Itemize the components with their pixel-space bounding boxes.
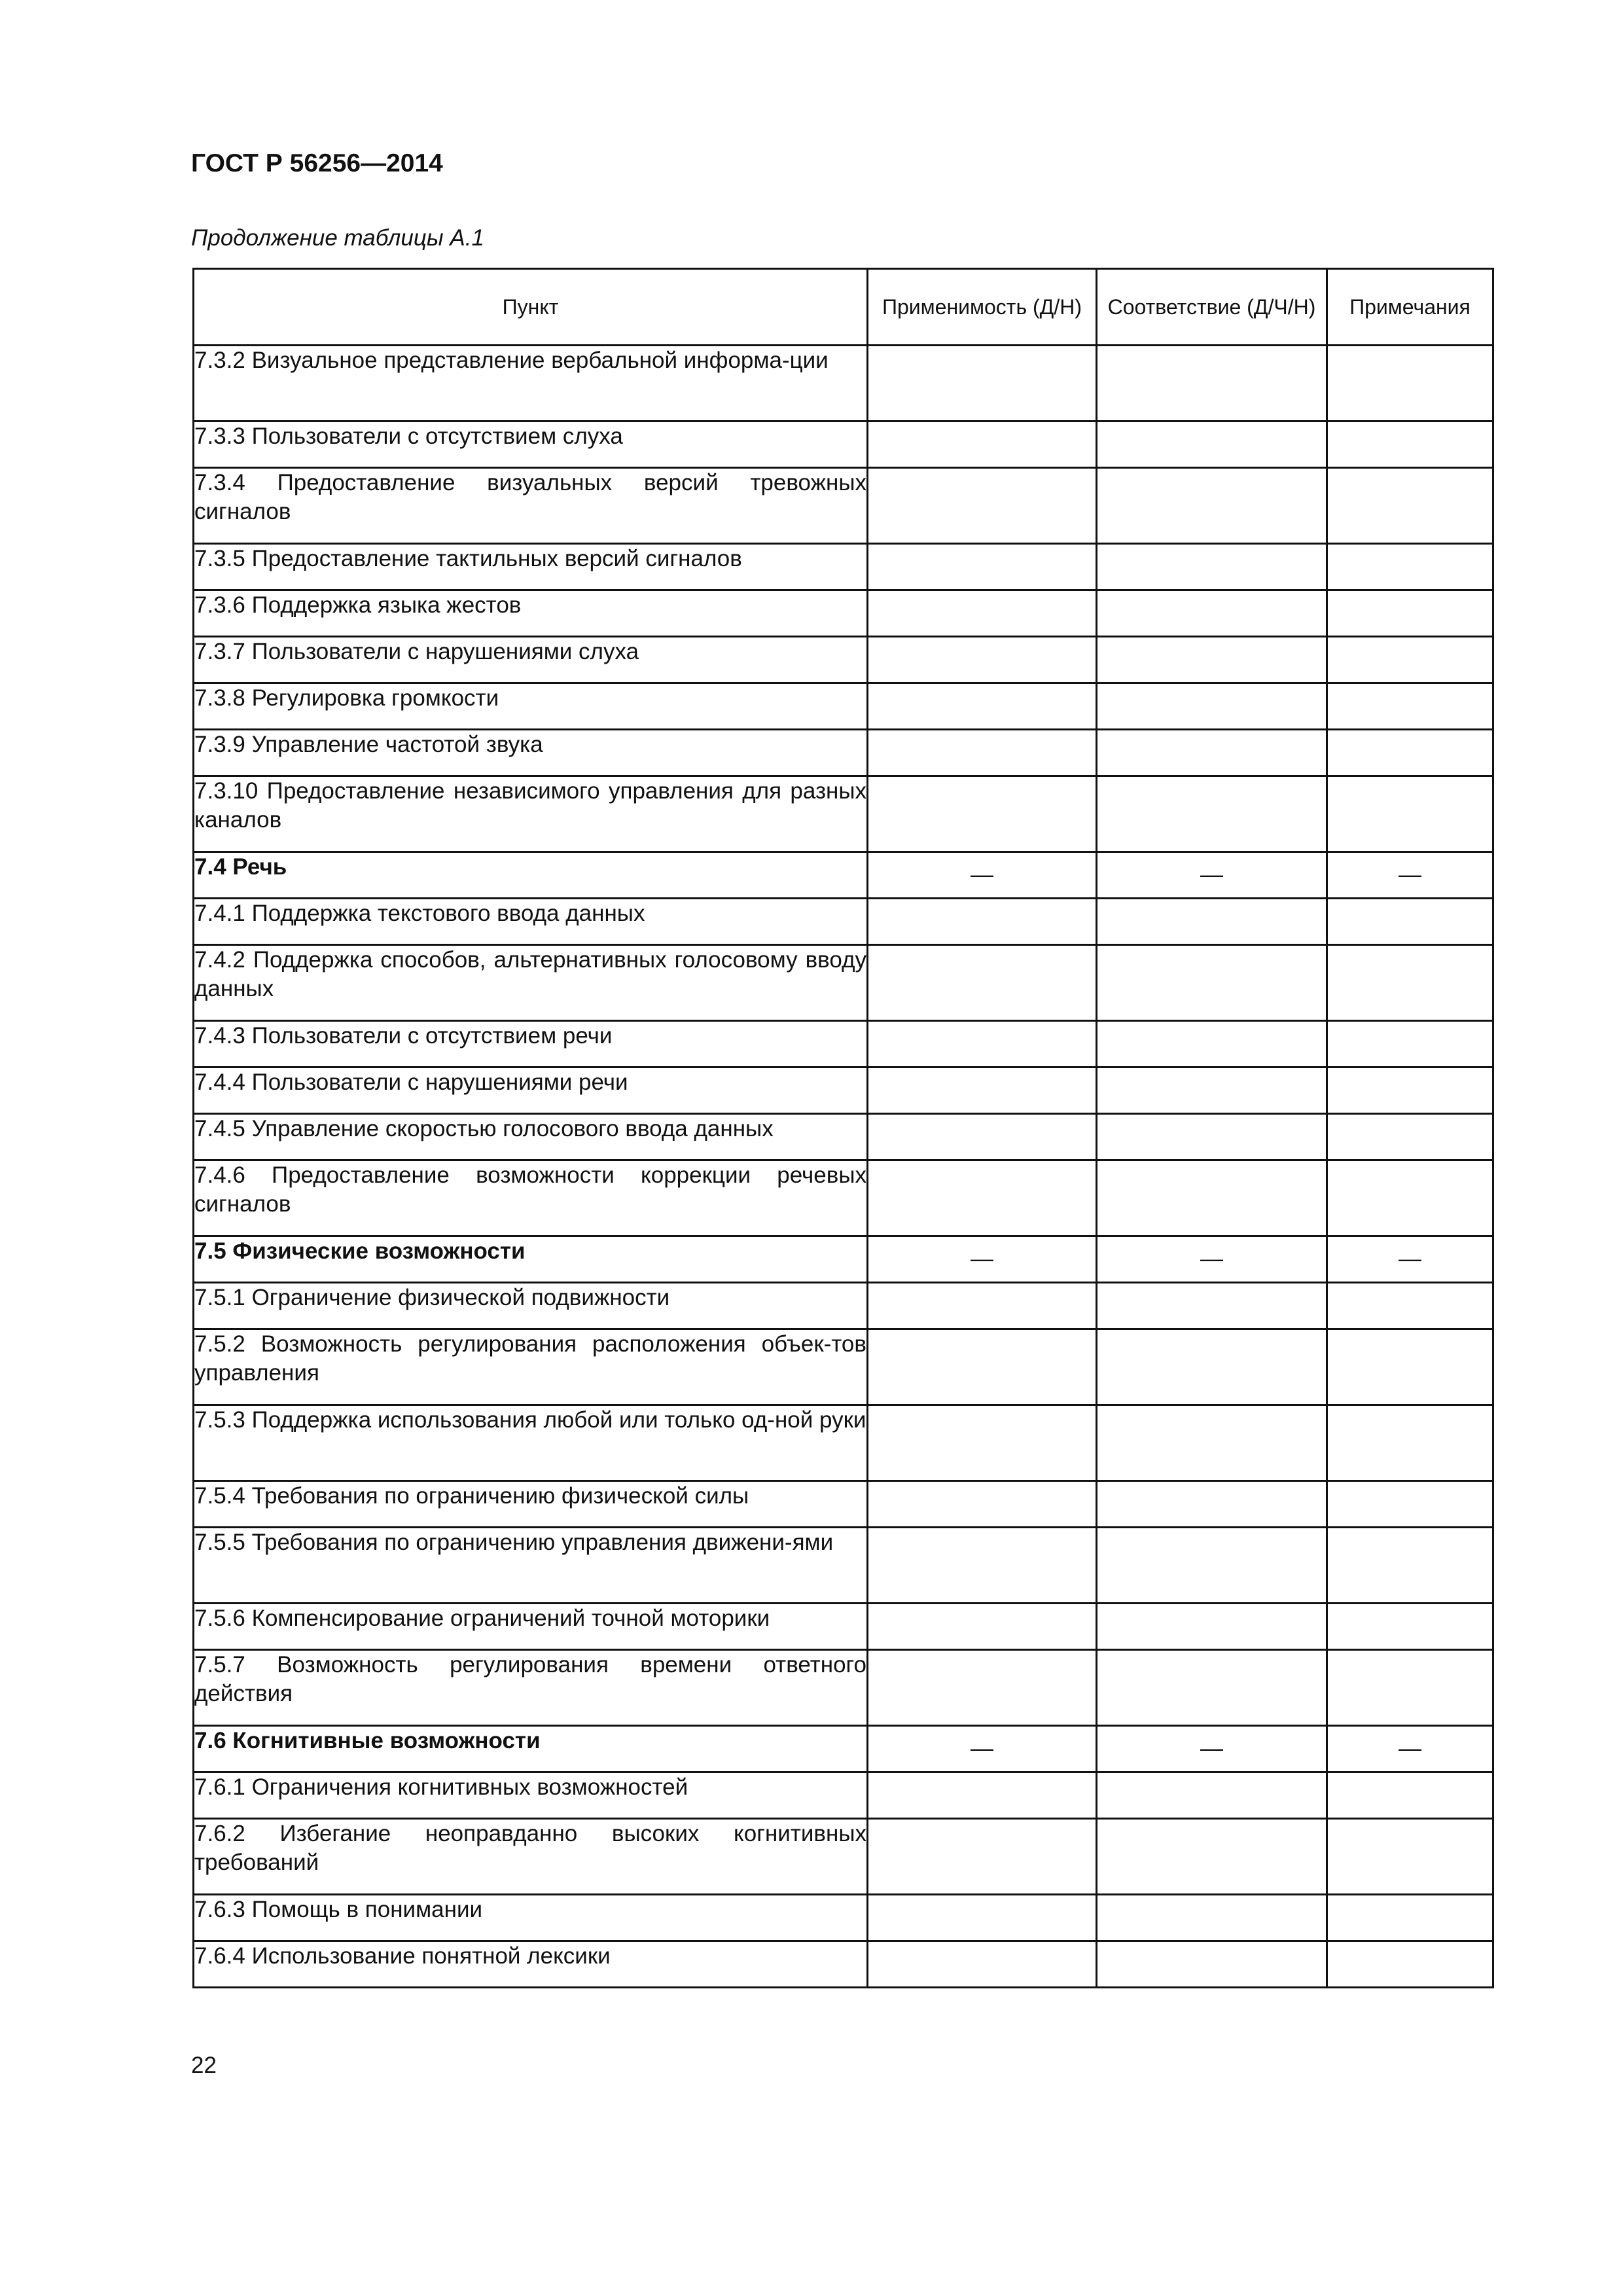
notes-cell — [1327, 1114, 1493, 1160]
applicability-cell: — — [868, 1236, 1097, 1283]
compliance-cell — [1097, 1114, 1327, 1160]
item-cell: 7.4.5 Управление скоростью голосового ввода данных — [194, 1114, 868, 1160]
notes-cell — [1327, 730, 1493, 776]
compliance-cell — [1097, 422, 1327, 468]
table-row — [194, 945, 1493, 1021]
notes-cell — [1327, 776, 1493, 852]
notes-cell — [1327, 683, 1493, 730]
notes-cell — [1327, 899, 1493, 945]
table-row — [194, 1067, 1493, 1114]
applicability-cell — [868, 945, 1097, 1021]
notes-cell — [1327, 346, 1493, 422]
notes-cell — [1327, 1528, 1493, 1604]
compliance-cell — [1097, 544, 1327, 590]
compliance-cell — [1097, 945, 1327, 1021]
notes-cell — [1327, 1021, 1493, 1067]
item-cell: 7.4.1 Поддержка текстового ввода данных — [194, 899, 868, 945]
item-cell: 7.3.2 Визуальное представление вербальной информа-ции — [194, 346, 868, 422]
applicability-cell — [868, 422, 1097, 468]
item-cell: 7.5.5 Требования по ограничению управления движени-ями — [194, 1528, 868, 1604]
notes-cell — [1327, 1160, 1493, 1236]
compliance-cell — [1097, 1481, 1327, 1528]
table-row — [194, 1481, 1493, 1528]
applicability-cell — [868, 899, 1097, 945]
compliance-cell — [1097, 683, 1327, 730]
table-row — [194, 1021, 1493, 1067]
applicability-cell — [868, 776, 1097, 852]
table-row — [194, 1650, 1493, 1726]
notes-cell — [1327, 1405, 1493, 1481]
compliance-cell: — — [1097, 1726, 1327, 1772]
table-row — [194, 899, 1493, 945]
item-cell: 7.3.9 Управление частотой звука — [194, 730, 868, 776]
table-header-row — [194, 269, 1493, 346]
applicability-cell — [868, 544, 1097, 590]
notes-cell — [1327, 1895, 1493, 1941]
applicability-cell — [868, 1283, 1097, 1329]
notes-cell — [1327, 637, 1493, 683]
table-row — [194, 468, 1493, 544]
table-row — [194, 683, 1493, 730]
compliance-cell — [1097, 1067, 1327, 1114]
table-row — [194, 590, 1493, 637]
item-cell: 7.4.3 Пользователи с отсутствием речи — [194, 1021, 868, 1067]
table-row — [194, 1160, 1493, 1236]
applicability-cell — [868, 730, 1097, 776]
item-cell: 7.3.5 Предоставление тактильных версий сигналов — [194, 544, 868, 590]
item-cell: 7.5.6 Компенсирование ограничений точной моторики — [194, 1604, 868, 1650]
compliance-cell — [1097, 899, 1327, 945]
applicability-cell — [868, 1528, 1097, 1604]
table-body — [194, 346, 1493, 1988]
applicability-cell — [868, 1405, 1097, 1481]
table-row — [194, 1329, 1493, 1405]
applicability-cell — [868, 1941, 1097, 1988]
notes-cell: — — [1327, 1726, 1493, 1772]
table-row — [194, 1528, 1493, 1604]
notes-cell — [1327, 544, 1493, 590]
compliance-cell — [1097, 776, 1327, 852]
table-row — [194, 1941, 1493, 1988]
table-row — [194, 1604, 1493, 1650]
compliance-cell — [1097, 1283, 1327, 1329]
item-cell: 7.5.7 Возможность регулирования времени ответного действия — [194, 1650, 868, 1726]
applicability-cell — [868, 1819, 1097, 1895]
section-heading-cell: 7.5 Физические возможности — [194, 1236, 868, 1283]
table-caption: Продолжение таблицы А.1 — [191, 225, 484, 251]
table-row — [194, 1114, 1493, 1160]
item-cell: 7.6.4 Использование понятной лексики — [194, 1941, 868, 1988]
applicability-cell — [868, 637, 1097, 683]
applicability-cell — [868, 590, 1097, 637]
notes-cell — [1327, 590, 1493, 637]
compliance-cell — [1097, 1895, 1327, 1941]
item-cell: 7.4.4 Пользователи с нарушениями речи — [194, 1067, 868, 1114]
item-cell: 7.3.3 Пользователи с отсутствием слуха — [194, 422, 868, 468]
compliance-cell: — — [1097, 852, 1327, 899]
column-header-compliance: Соответствие (Д/Ч/Н) — [1097, 269, 1327, 346]
item-cell: 7.6.3 Помощь в понимании — [194, 1895, 868, 1941]
table-row — [194, 852, 1493, 899]
document-header: ГОСТ Р 56256—2014 — [191, 149, 443, 177]
notes-cell — [1327, 1283, 1493, 1329]
applicability-cell — [868, 1772, 1097, 1819]
table-row — [194, 1895, 1493, 1941]
column-header-item: Пункт — [194, 269, 868, 346]
applicability-cell — [868, 1160, 1097, 1236]
item-cell: 7.4.2 Поддержка способов, альтернативных голосовому вводу данных — [194, 945, 868, 1021]
compliance-cell — [1097, 1819, 1327, 1895]
compliance-cell — [1097, 1528, 1327, 1604]
notes-cell — [1327, 1067, 1493, 1114]
item-cell: 7.5.2 Возможность регулирования расположения объек-тов управления — [194, 1329, 868, 1405]
table-row — [194, 1236, 1493, 1283]
notes-cell — [1327, 468, 1493, 544]
applicability-cell — [868, 1067, 1097, 1114]
applicability-cell — [868, 1604, 1097, 1650]
applicability-cell — [868, 346, 1097, 422]
item-cell: 7.5.4 Требования по ограничению физической силы — [194, 1481, 868, 1528]
table-row — [194, 1405, 1493, 1481]
applicability-cell — [868, 1114, 1097, 1160]
table-row — [194, 1726, 1493, 1772]
item-cell: 7.3.6 Поддержка языка жестов — [194, 590, 868, 637]
table-row — [194, 422, 1493, 468]
compliance-cell: — — [1097, 1236, 1327, 1283]
compliance-cell — [1097, 1160, 1327, 1236]
compliance-cell — [1097, 1021, 1327, 1067]
table-row — [194, 544, 1493, 590]
compliance-cell — [1097, 346, 1327, 422]
compliance-cell — [1097, 1941, 1327, 1988]
applicability-cell — [868, 1650, 1097, 1726]
column-header-applicability: Применимость (Д/Н) — [868, 269, 1097, 346]
item-cell: 7.6.2 Избегание неоправданно высоких когнитивных требований — [194, 1819, 868, 1895]
table-row — [194, 776, 1493, 852]
notes-cell — [1327, 1329, 1493, 1405]
item-cell: 7.3.7 Пользователи с нарушениями слуха — [194, 637, 868, 683]
notes-cell — [1327, 422, 1493, 468]
compliance-cell — [1097, 730, 1327, 776]
applicability-cell: — — [868, 1726, 1097, 1772]
compliance-cell — [1097, 1604, 1327, 1650]
notes-cell: — — [1327, 1236, 1493, 1283]
checklist-table — [192, 268, 1494, 1988]
table-row — [194, 1772, 1493, 1819]
item-cell: 7.3.8 Регулировка громкости — [194, 683, 868, 730]
applicability-cell — [868, 683, 1097, 730]
item-cell: 7.4.6 Предоставление возможности коррекции речевых сигналов — [194, 1160, 868, 1236]
notes-cell — [1327, 1604, 1493, 1650]
compliance-cell — [1097, 1772, 1327, 1819]
page-number: 22 — [191, 2053, 217, 2078]
applicability-cell: — — [868, 852, 1097, 899]
applicability-cell — [868, 1895, 1097, 1941]
compliance-cell — [1097, 1329, 1327, 1405]
notes-cell — [1327, 945, 1493, 1021]
section-heading-cell: 7.4 Речь — [194, 852, 868, 899]
item-cell: 7.3.4 Предоставление визуальных версий тревожных сигналов — [194, 468, 868, 544]
table-row — [194, 730, 1493, 776]
compliance-cell — [1097, 637, 1327, 683]
table-row — [194, 1283, 1493, 1329]
checklist-table-wrapper — [192, 268, 1494, 1988]
notes-cell — [1327, 1819, 1493, 1895]
table-row — [194, 637, 1493, 683]
compliance-cell — [1097, 468, 1327, 544]
table-row — [194, 1819, 1493, 1895]
compliance-cell — [1097, 1405, 1327, 1481]
item-cell: 7.3.10 Предоставление независимого управления для разных каналов — [194, 776, 868, 852]
compliance-cell — [1097, 1650, 1327, 1726]
notes-cell — [1327, 1941, 1493, 1988]
item-cell: 7.6.1 Ограничения когнитивных возможностей — [194, 1772, 868, 1819]
applicability-cell — [868, 1481, 1097, 1528]
notes-cell — [1327, 1772, 1493, 1819]
item-cell: 7.5.1 Ограничение физической подвижности — [194, 1283, 868, 1329]
compliance-cell — [1097, 590, 1327, 637]
applicability-cell — [868, 468, 1097, 544]
notes-cell — [1327, 1481, 1493, 1528]
notes-cell — [1327, 1650, 1493, 1726]
section-heading-cell: 7.6 Когнитивные возможности — [194, 1726, 868, 1772]
column-header-notes: Примечания — [1327, 269, 1493, 346]
item-cell: 7.5.3 Поддержка использования любой или только од-ной руки — [194, 1405, 868, 1481]
applicability-cell — [868, 1329, 1097, 1405]
notes-cell: — — [1327, 852, 1493, 899]
applicability-cell — [868, 1021, 1097, 1067]
table-row — [194, 346, 1493, 422]
